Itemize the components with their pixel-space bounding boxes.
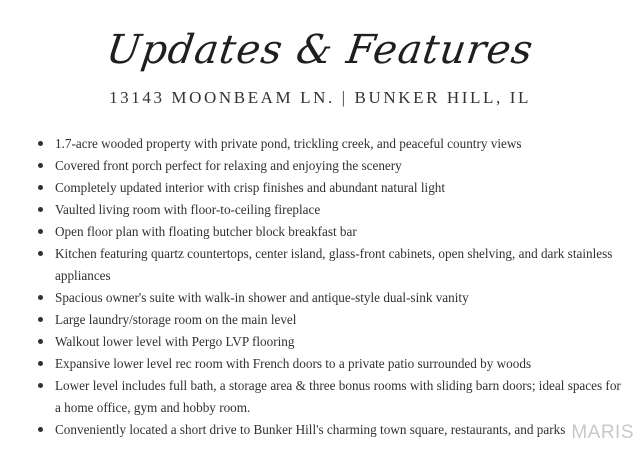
list-item (38, 221, 628, 243)
feature-text: Expansive lower level rec room with French doors to a private patio surrounded by woods (55, 356, 532, 371)
list-item (38, 331, 628, 353)
list-item (38, 199, 628, 221)
feature-text: Kitchen featuring quartz countertops, center island, glass-front cabinets, open shelving, and dark stainless appliances (55, 246, 613, 283)
list-item (38, 375, 628, 419)
list-item (38, 287, 628, 309)
bullet-icon (38, 427, 43, 432)
bullet-icon (38, 383, 43, 388)
bullet-icon (38, 295, 43, 300)
feature-text: Completely updated interior with crisp finishes and abundant natural light (55, 180, 446, 195)
features-list (38, 133, 628, 441)
feature-text: Conveniently located a short drive to Bunker Hill's charming town square, restaurants, and parks (55, 422, 566, 437)
list-item (38, 177, 628, 199)
property-address: 13143 MOONBEAM LN. | BUNKER HILL, IL (109, 88, 531, 107)
feature-text: Lower level includes full bath, a storage area & three bonus rooms with sliding barn doors; ideal spaces for a home office, gym and hobby room. (55, 378, 621, 415)
feature-text: Large laundry/storage room on the main level (55, 312, 297, 327)
list-item (38, 155, 628, 177)
bullet-icon (38, 163, 43, 168)
bullet-icon (38, 251, 43, 256)
list-item (38, 309, 628, 331)
page-title: Updates & Features (103, 27, 537, 73)
bullet-icon (38, 141, 43, 146)
bullet-icon (38, 207, 43, 212)
list-item (38, 353, 628, 375)
bullet-icon (38, 229, 43, 234)
feature-text: Walkout lower level with Pergo LVP flooring (55, 334, 295, 349)
feature-text: Vaulted living room with floor-to-ceiling fireplace (55, 202, 321, 217)
bullet-icon (38, 185, 43, 190)
bullet-icon (38, 361, 43, 366)
list-item (38, 243, 628, 287)
feature-text: Open floor plan with floating butcher block breakfast bar (55, 224, 357, 239)
bullet-icon (38, 339, 43, 344)
list-item (38, 419, 628, 441)
maris-watermark: MARIS (571, 422, 634, 443)
bullet-icon (38, 317, 43, 322)
feature-text: Spacious owner's suite with walk-in shower and antique-style dual-sink vanity (55, 290, 469, 305)
feature-text: 1.7-acre wooded property with private pond, trickling creek, and peaceful country views (55, 136, 522, 151)
feature-text: Covered front porch perfect for relaxing and enjoying the scenery (55, 158, 402, 173)
list-item (38, 133, 628, 155)
